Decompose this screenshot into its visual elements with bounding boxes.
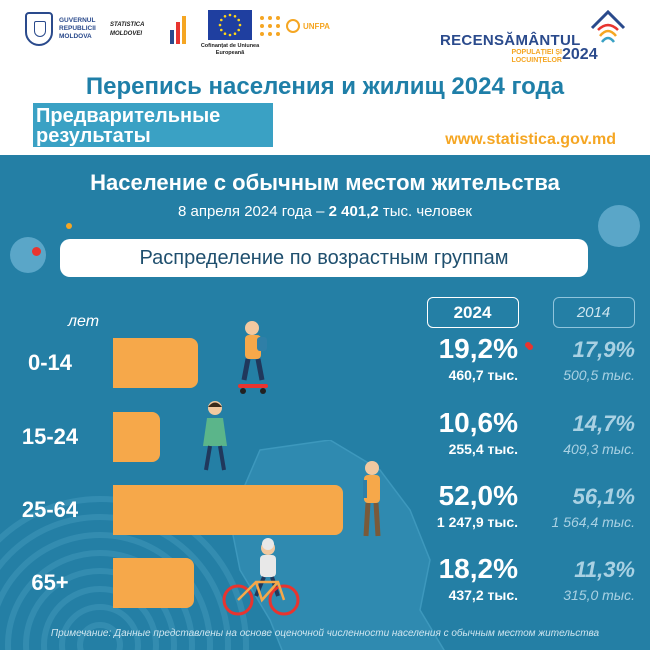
un-emblem-icon xyxy=(286,19,300,33)
eu-logo xyxy=(195,10,265,57)
child-skateboard-icon xyxy=(232,318,274,398)
preliminary-results-box xyxy=(33,103,273,147)
bar-2024 xyxy=(113,412,160,462)
value-2014-percent: 14,7% xyxy=(572,411,635,436)
value-2024-percent: 10,6% xyxy=(438,407,518,438)
unfpa-dots-icon xyxy=(258,14,282,38)
census-house-icon xyxy=(588,8,628,48)
page-title: Перепись населения и жилищ 2024 года xyxy=(85,73,565,100)
value-2024-absolute: 255,4 тыс. xyxy=(448,441,518,457)
bar-2024 xyxy=(113,485,343,535)
value-2014-percent: 56,1% xyxy=(572,484,635,509)
census-title: RECENSĂMÂNTUL xyxy=(440,32,581,49)
legend-year-current xyxy=(427,297,519,328)
website-link[interactable]: www.statistica.gov.md xyxy=(445,131,616,148)
total-population: 2 401,2 xyxy=(328,203,379,220)
age-group-label: 65+ xyxy=(31,570,69,595)
coat-of-arms-icon xyxy=(25,12,53,46)
eu-flag-icon xyxy=(208,10,252,40)
value-2014-absolute: 500,5 тыс. xyxy=(563,367,635,383)
age-group-label: 0-14 xyxy=(27,350,73,375)
value-2024-absolute: 460,7 тыс. xyxy=(448,367,518,383)
value-2014-absolute: 409,3 тыс. xyxy=(563,441,635,457)
eu-logo-text: Cofinanțat de Uniunea Europeană xyxy=(200,43,260,56)
legend-year-current-label: 2024 xyxy=(453,303,492,322)
value-2024-percent: 52,0% xyxy=(438,480,518,511)
date-text: 8 апреля 2024 года – xyxy=(177,203,325,220)
unfpa-logo xyxy=(258,14,330,38)
chart-subtitle: Население с обычным местом жительства xyxy=(90,170,560,195)
government-logo-text: GUVERNUL REPUBLICII MOLDOVA xyxy=(59,17,96,40)
age-group-label: 25-64 xyxy=(21,497,79,522)
statistica-logo-text: STATISTICA MOLDOVEI xyxy=(110,22,145,37)
government-logo xyxy=(25,12,119,46)
value-2024-percent: 19,2% xyxy=(438,333,518,364)
bar-2024 xyxy=(113,558,194,608)
elderly-cyclist-icon xyxy=(222,538,300,618)
statistica-logo xyxy=(110,16,188,44)
distribution-box xyxy=(60,239,588,277)
statistica-bars-icon xyxy=(170,16,188,44)
header xyxy=(0,0,650,155)
distribution-label: Распределение по возрастным группам xyxy=(139,247,509,269)
decor-dot xyxy=(66,223,72,229)
value-2014-percent: 11,3% xyxy=(574,557,635,582)
census-subtitle: POPULAȚIEI ȘI LOCUINȚELOR xyxy=(511,49,562,64)
unfpa-logo-text: UNFPA xyxy=(303,21,330,31)
preliminary-results-label: Предварительные результаты xyxy=(36,105,221,147)
decor-circle xyxy=(10,237,46,273)
decor-dot xyxy=(527,344,533,350)
bar-2024 xyxy=(113,338,198,388)
census-year: 2024 xyxy=(562,46,598,63)
legend-year-previous xyxy=(553,297,635,328)
adult-man-icon xyxy=(356,458,388,540)
value-2024-absolute: 437,2 тыс. xyxy=(448,587,518,603)
value-2014-percent: 17,9% xyxy=(572,337,635,362)
decor-dot xyxy=(32,247,41,256)
total-unit: тыс. человек xyxy=(382,203,472,220)
young-woman-icon xyxy=(195,398,235,476)
value-2014-absolute: 1 564,4 тыс. xyxy=(551,514,635,530)
footnote: Примечание: Данные представлены на основе оценочной численности населения с обычным местом жительства xyxy=(50,628,600,639)
value-2014-absolute: 315,0 тыс. xyxy=(563,587,635,603)
legend-year-previous-label: 2014 xyxy=(576,304,611,321)
census-logo xyxy=(440,8,630,66)
age-group-label: 15-24 xyxy=(21,424,79,449)
date-line xyxy=(0,203,650,220)
value-2024-absolute: 1 247,9 тыс. xyxy=(436,514,518,530)
age-unit-label: лет xyxy=(68,313,100,330)
value-2024-percent: 18,2% xyxy=(438,553,518,584)
